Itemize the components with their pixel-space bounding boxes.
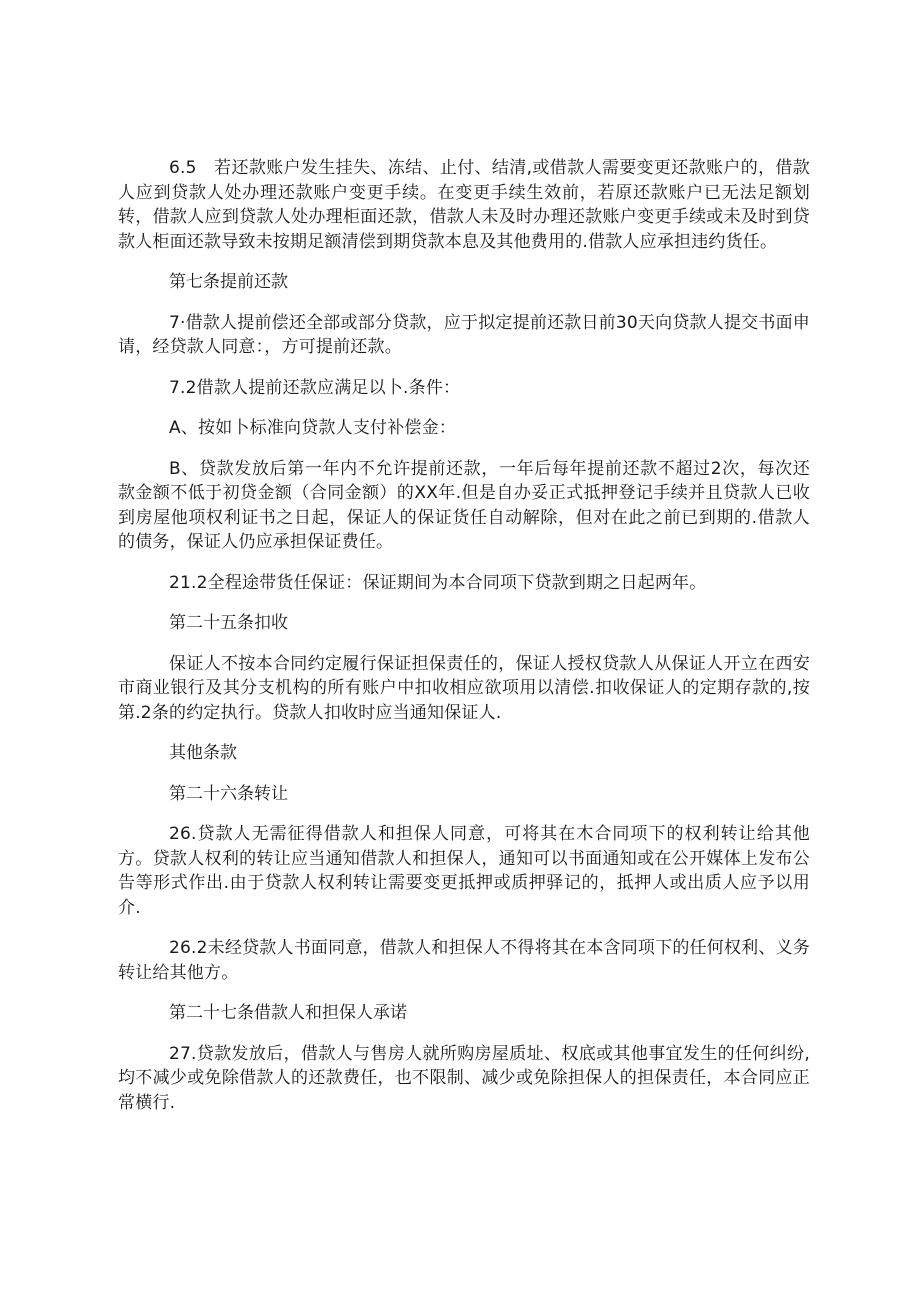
- paragraph-6-5: 6.5 若还款账户发生挂失、冻结、止付、结清,或借款人需要变更还款账户的，借款人应到贷款人处办理还款账户变更手续。在变更手续生效前，若原还款账户已无法足额划转，借款人应到贷款人处办理柜面还款，借款人未及时办理还款账户变更手续或未及时到贷款人柜面还款导致未按期足额清偿到期贷款本息及其他费用的.借款人应承担违约货任。: [118, 158, 810, 252]
- paragraph-21-2: 21.2全程途带货任保证：保证期间为本合同项下贷款到期之日起两年。: [169, 572, 707, 593]
- paragraph-item-a: A、按如卜标准向贷款人支付补偿金：: [169, 418, 457, 438]
- paragraph-item-b: B、贷款发放后第一年内不允许提前还款，一年后每年提前还款不超过2次，每次还款金额不低于初贷金额（合同金额）的XX年.但是自办妥正式抵押登记手续并且贷款人已收到房屋他项权利证书之日起，保证人的保证货任自动解除，但对在此之前已到期的.借款人的债务，保证人仍应承担保证费任。: [118, 458, 810, 552]
- heading-article-26: 第二十六条转让: [169, 783, 288, 804]
- paragraph-26-2: 26.2未经贷款人书面同意，借款人和担保人不得将其在本含同项下的任何权利、义务转让给其他方。: [118, 938, 810, 983]
- heading-other-terms: 其他条款: [169, 743, 237, 763]
- heading-article-27: 第二十七条借款人和担保人承诺: [169, 1003, 407, 1023]
- paragraph-27: 27.贷款发放后，借款人与售房人就所购房屋质址、权底或其他事宜发生的任何纠纷,均不减少或免除借款人的还款费任，也不限制、减少或免除担保人的担保责任，本合同应正常横行.: [118, 1043, 810, 1113]
- paragraph-deduction: 保证人不按本合同约定履行保证担保责任的，保证人授权贷款人从保证人开立在西安市商业银行及其分支机构的所有账户中扣收相应欲项用以清偿.扣收保证人的定期存款的,按第.2条的约定执行。贷款人扣收时应当通知保证人.: [118, 653, 810, 723]
- heading-article-7: 第七条提前还款: [169, 272, 288, 292]
- paragraph-26-1: 26.贷款人无需征得借款人和担保人同意，可将其在木合同项下的权利转让给其他方。贷款人权利的转让应当通知借款人和担保人，通知可以书面通知或在公开媒体上发布公告等形式作出.由于贷款人权利转让需要变更抵押或质押驿记的，抵押人或出质人应予以用介.: [118, 824, 810, 918]
- document-body: [118, 156, 810, 1131]
- heading-article-25: 第二十五条扣收: [169, 613, 288, 633]
- paragraph-7-1: 7·借款人提前偿还全部或部分贷款，应于拟定提前还款日前30天向贷款人提交书面申请，经贷款人同意：，方可提前还款。: [118, 312, 810, 357]
- paragraph-7-2: 7.2借款人提前还款应满足以卜.条件：: [169, 377, 461, 398]
